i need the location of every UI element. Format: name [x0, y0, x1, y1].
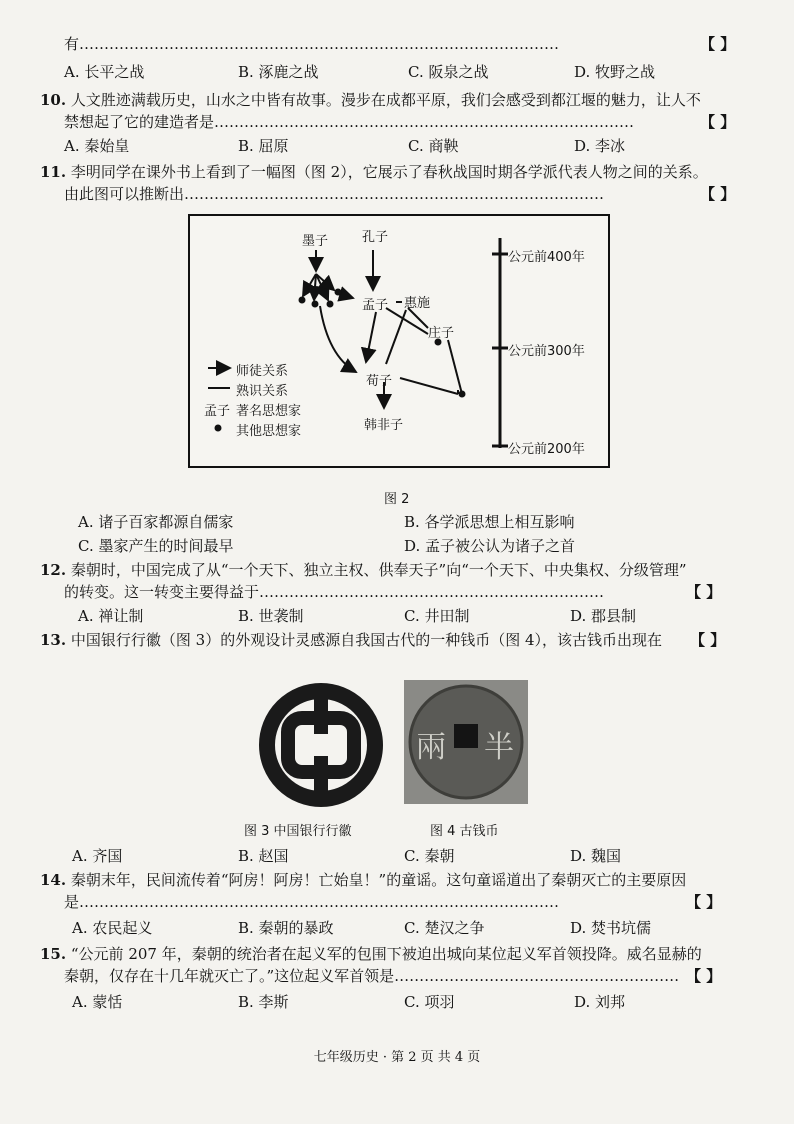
arrow-mozi-3 [316, 274, 328, 300]
label-mozi: 墨子 [302, 234, 329, 249]
timeline-label-400: 公元前400年 [508, 250, 585, 265]
figure-2-caption: 图 2 [384, 492, 410, 507]
q15-option-b[interactable]: B. 李斯 [238, 993, 289, 1011]
q10-dots: ………………………………………………………………………… [214, 113, 635, 131]
q12-option-d[interactable]: D. 郡县制 [570, 607, 637, 625]
label-kongzi: 孔子 [362, 230, 389, 245]
q9-option-a[interactable]: A. 长平之战 [64, 63, 145, 81]
arrow-mozi-xunzi [320, 306, 356, 372]
timeline-label-200: 公元前200年 [508, 442, 585, 457]
legend-sample-name: 孟子 [204, 404, 231, 419]
coin-right-glyph: 半 [484, 730, 514, 765]
q9-option-b[interactable]: B. 涿鹿之战 [238, 63, 319, 81]
q11-option-a[interactable]: A. 诸子百家都源自儒家 [78, 513, 234, 531]
q14-answer-bracket[interactable]: 【 】 [686, 893, 722, 911]
q14-number: 14. [40, 871, 67, 889]
q12-text2: 的转变。这一转变主要得益于 [64, 583, 260, 601]
q14-option-b[interactable]: B. 秦朝的暴政 [238, 919, 334, 937]
q11-option-b[interactable]: B. 各学派思想上相互影响 [404, 513, 575, 531]
page-footer: 七年级历史 · 第 2 页 共 4 页 [313, 1050, 481, 1065]
q15-text2: 秦朝，仅存在十几年就灭亡了。”这位起义军首领是 [64, 967, 395, 985]
dot-thinker-6 [459, 391, 466, 398]
line-xunzi-dot [400, 378, 458, 394]
q13-stem-line1 [40, 630, 662, 650]
q14-text2: 是 [64, 893, 80, 911]
legend-famous-thinker: 著名思想家 [236, 404, 302, 419]
figure-4-caption: 图 4 古钱币 [430, 824, 499, 839]
q10-option-a[interactable]: A. 秦始皇 [64, 137, 130, 155]
q12-option-a[interactable]: A. 禅让制 [78, 607, 144, 625]
q14-dots: …………………………………………………………………………………… [79, 893, 560, 911]
q11-option-c[interactable]: C. 墨家产生的时间最早 [78, 537, 234, 555]
q10-number: 10. [40, 91, 67, 109]
q11-stem-line1 [40, 162, 708, 182]
q15-answer-bracket[interactable]: 【 】 [686, 967, 722, 985]
q11-text2: 由此图可以推断出 [64, 185, 185, 203]
legend-other-thinker: 其他思想家 [236, 424, 302, 439]
q10-option-c[interactable]: C. 商鞅 [408, 137, 459, 155]
q9-dots: …………………………………………………………………………………… [79, 35, 560, 53]
q14-option-d[interactable]: D. 焚书坑儒 [570, 919, 652, 937]
label-hanfeizi: 韩非子 [364, 418, 404, 433]
label-zhuangzi: 庄子 [428, 326, 455, 341]
legend-acquaintance: 熟识关系 [236, 384, 289, 399]
q13-option-a[interactable]: A. 齐国 [72, 847, 123, 865]
q12-text1: 秦朝时，中国完成了从“一个天下、独立主权、供奉天子”向“一个天下、中央集权、分级管理” [70, 561, 687, 579]
label-mengzi: 孟子 [362, 298, 389, 313]
q15-option-a[interactable]: A. 蒙恬 [72, 993, 123, 1011]
q12-option-b[interactable]: B. 世袭制 [238, 607, 304, 625]
q13-option-d[interactable]: D. 魏国 [570, 847, 622, 865]
dot-thinker-1 [299, 297, 306, 304]
q12-answer-bracket[interactable]: 【 】 [686, 583, 722, 601]
q15-dots: ………………………………………………… [394, 967, 680, 985]
q10-stem-line1 [40, 90, 701, 110]
arrow-to-mengzi [340, 294, 353, 298]
coin-left-glyph: 兩 [416, 730, 446, 765]
dot-thinker-3 [327, 301, 334, 308]
q11-number: 11. [40, 163, 67, 181]
q14-text1: 秦朝末年，民间流传着“阿房！阿房！亡始皇！”的童谣。这句童谣道出了秦朝灭亡的主要原因 [70, 871, 687, 889]
line-zhuangzi-dot [448, 340, 462, 394]
figure-3-caption: 图 3 中国银行行徽 [244, 824, 352, 839]
q15-option-c[interactable]: C. 项羽 [404, 993, 455, 1011]
q13-option-b[interactable]: B. 赵国 [238, 847, 289, 865]
label-huishi: 惠施 [404, 296, 431, 311]
dot-thinker-2 [312, 301, 319, 308]
bank-logo-svg [258, 682, 384, 808]
label-xunzi: 荀子 [366, 374, 393, 389]
q11-text1: 李明同学在课外书上看到了一幅图（图 2），它展示了春秋战国时期各学派代表人物之间的关系。 [70, 163, 708, 181]
dot-thinker-4 [335, 289, 342, 296]
legend-dot-icon [215, 425, 222, 432]
q10-option-b[interactable]: B. 屈原 [238, 137, 289, 155]
q12-dots: …………………………………………………………… [259, 583, 605, 601]
q13-answer-bracket[interactable]: 【 】 [690, 631, 726, 649]
q9-option-c[interactable]: C. 阪泉之战 [408, 63, 489, 81]
q11-answer-bracket[interactable]: 【 】 [700, 185, 736, 203]
ancient-coin-photo [404, 680, 528, 804]
q11-stem-line2 [64, 184, 604, 204]
q10-option-d[interactable]: D. 李冰 [574, 137, 626, 155]
q9-tail [64, 34, 559, 54]
q11-dots: ………………………………………………………………………… [184, 185, 605, 203]
q15-option-d[interactable]: D. 刘邦 [574, 993, 626, 1011]
q12-number: 12. [40, 561, 67, 579]
q15-text1: “公元前 207 年，秦朝的统治者在起义军的包围下被迫出城向某位起义军首领投降。威名显赫的 [70, 945, 702, 963]
q9-option-d[interactable]: D. 牧野之战 [574, 63, 656, 81]
q13-number: 13. [40, 631, 67, 649]
q13-text1: 中国银行行徽（图 3）的外观设计灵感源自我国古代的一种钱币（图 4），该古钱币出现在 [70, 631, 663, 649]
q10-text2: 禁想起了它的建造者是 [64, 113, 215, 131]
q12-option-c[interactable]: C. 井田制 [404, 607, 470, 625]
q15-number: 15. [40, 945, 67, 963]
arrow-mengzi-xunzi [366, 312, 376, 362]
legend-teacher-student: 师徒关系 [236, 364, 289, 379]
figure-2-relationship-diagram [188, 214, 610, 468]
q14-stem-line1 [40, 870, 686, 890]
q12-stem-line1 [40, 560, 687, 580]
q9-answer-bracket[interactable]: 【 】 [700, 35, 736, 53]
q10-answer-bracket[interactable]: 【 】 [700, 113, 736, 131]
q11-option-d[interactable]: D. 孟子被公认为诸子之首 [404, 537, 576, 555]
q14-stem-line2 [64, 892, 559, 912]
bank-of-china-logo [258, 682, 384, 808]
q15-stem-line2 [64, 966, 679, 986]
q14-option-a[interactable]: A. 农民起义 [72, 919, 153, 937]
q14-option-c[interactable]: C. 楚汉之争 [404, 919, 485, 937]
q10-stem-line2 [64, 112, 634, 132]
line-huishi-zhuangzi [408, 308, 428, 328]
q13-option-c[interactable]: C. 秦朝 [404, 847, 455, 865]
timeline-label-300: 公元前300年 [508, 344, 585, 359]
q12-stem-line2 [64, 582, 604, 602]
q15-stem-line1 [40, 944, 702, 964]
q9-tail-text: 有 [64, 35, 80, 53]
q10-text1: 人文胜迹满载历史，山水之中皆有故事。漫步在成都平原，我们会感受到都江堰的魅力，让人不 [70, 91, 701, 109]
